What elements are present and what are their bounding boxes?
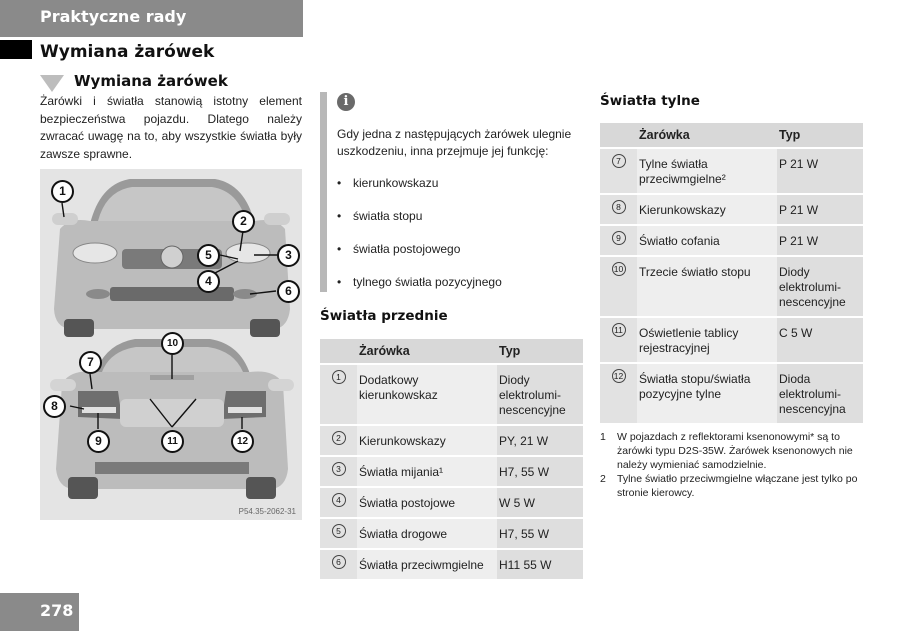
bulb-name: Światła stopu/światła pozycyjne tylne (639, 372, 751, 401)
callout-5: 5 (197, 244, 220, 267)
intro-paragraph: Żarówki i światła stanowią istotny element bezpieczeństwa pojazdu. Dlatego należy zwracać uwagę na to, aby wszystkie światła były zawsze sprawne. (40, 94, 302, 161)
front-lights-table (320, 339, 583, 581)
info-icon: i (337, 93, 355, 111)
figure-code: P54.35-2062-31 (238, 507, 296, 516)
bulb-name: Dodatkowy kierunkowskaz (359, 373, 438, 402)
callout-3: 3 (277, 244, 300, 267)
info-list-item: • tylnego światła pozycyjnego (337, 275, 502, 289)
bulb-name: Tylne światła przeciwmgielne² (639, 157, 726, 186)
table-header-row (600, 123, 863, 148)
bulb-name: Światła mijania¹ (359, 465, 444, 479)
bulb-name: Trzecie światło stopu (639, 265, 751, 279)
callout-number-icon: 5 (332, 524, 346, 538)
callout-4: 4 (197, 270, 220, 293)
callout-number-icon: 12 (612, 369, 626, 383)
triangle-marker-icon (40, 75, 64, 92)
table-row (320, 364, 583, 425)
callout-12: 12 (231, 430, 254, 453)
bulb-type: P 21 W (779, 203, 819, 217)
page-number: 278 (40, 601, 74, 620)
header-type: Typ (777, 123, 863, 148)
callout-number-icon: 7 (612, 154, 626, 168)
header-type: Typ (497, 339, 583, 364)
table-header-row (320, 339, 583, 364)
car-front-view (52, 179, 290, 337)
table-row (600, 256, 863, 317)
info-list (337, 175, 502, 307)
bulb-type: H7, 55 W (499, 465, 550, 479)
bulb-type: Dioda elektrolumi-nescencyjna (779, 372, 846, 416)
callout-1: 1 (51, 180, 74, 203)
bullet-icon: • (337, 242, 342, 256)
header-bulb: Żarówka (637, 123, 777, 148)
bulb-name: Kierunkowskazy (359, 434, 446, 448)
bulb-name: Światła przeciwmgielne (359, 558, 484, 572)
header-bulb: Żarówka (357, 339, 497, 364)
table-row (320, 518, 583, 549)
table-row (600, 225, 863, 256)
callout-2: 2 (232, 210, 255, 233)
table-row (600, 363, 863, 424)
table-row (320, 456, 583, 487)
bulb-name: Światła drogowe (359, 527, 448, 541)
info-box-bar (320, 92, 327, 292)
bulb-type: W 5 W (499, 496, 535, 510)
callout-number-icon: 3 (332, 462, 346, 476)
bullet-icon: • (337, 275, 342, 289)
bulb-name: Kierunkowskazy (639, 203, 726, 217)
table-row (600, 194, 863, 225)
callout-number-icon: 6 (332, 555, 346, 569)
info-list-item: • światła stopu (337, 209, 423, 223)
callout-number-icon: 11 (612, 323, 626, 337)
callout-8: 8 (43, 395, 66, 418)
callout-9: 9 (87, 430, 110, 453)
front-lights-title: Światła przednie (320, 308, 448, 324)
table-row (600, 148, 863, 194)
table-row (320, 425, 583, 456)
section-title: Wymiana żarówek (40, 42, 215, 62)
footnotes (600, 430, 865, 500)
footnote: 1 W pojazdach z reflektorami ksenonowymi* są to żarówki typu D2S-35W. Żarówek ksenonowych nie należy wymieniać samodzielnie. (600, 431, 853, 471)
callout-6: 6 (277, 280, 300, 303)
callout-number-icon: 10 (612, 262, 626, 276)
bulb-type: H11 55 W (499, 558, 552, 572)
rear-lights-title: Światła tylne (600, 93, 700, 109)
callout-number-icon: 4 (332, 493, 346, 507)
bulb-type: PY, 21 W (499, 434, 549, 448)
bulb-type: Diody elektrolumi-nescencyjne (779, 265, 846, 309)
bulb-name: Oświetlenie tablicy rejestracyjnej (639, 326, 739, 355)
info-text: Gdy jedna z następujących żarówek ulegnie uszkodzeniu, inna przejmuje jej funkcję: (337, 127, 572, 158)
bulb-type: P 21 W (779, 234, 819, 248)
bulb-type: P 21 W (779, 157, 819, 171)
bulb-type: Diody elektrolumi-nescencyjne (499, 373, 566, 417)
callout-7: 7 (79, 351, 102, 374)
rear-lights-table (600, 123, 863, 425)
subsection-title: Wymiana żarówek (74, 72, 228, 90)
callout-10: 10 (161, 332, 184, 355)
bulb-type: C 5 W (779, 326, 813, 340)
table-row (600, 317, 863, 363)
callout-number-icon: 8 (612, 200, 626, 214)
chapter-title: Praktyczne rady (40, 7, 187, 26)
bullet-icon: • (337, 176, 342, 190)
callout-number-icon: 2 (332, 431, 346, 445)
bulb-name: Światło cofania (639, 234, 720, 248)
table-row (320, 487, 583, 518)
callout-number-icon: 1 (332, 370, 346, 384)
info-list-item: • światła postojowego (337, 242, 461, 256)
table-row (320, 549, 583, 580)
footnote: 2 Tylne światło przeciwmgielne włączane jest tylko po stronie kierowcy. (600, 473, 858, 499)
callout-number-icon: 9 (612, 231, 626, 245)
bullet-icon: • (337, 209, 342, 223)
info-list-item: • kierunkowskazu (337, 176, 439, 190)
car-bulb-diagram (40, 169, 302, 520)
bulb-type: H7, 55 W (499, 527, 550, 541)
callout-11: 11 (161, 430, 184, 453)
section-marker (0, 40, 32, 59)
bulb-name: Światła postojowe (359, 496, 456, 510)
